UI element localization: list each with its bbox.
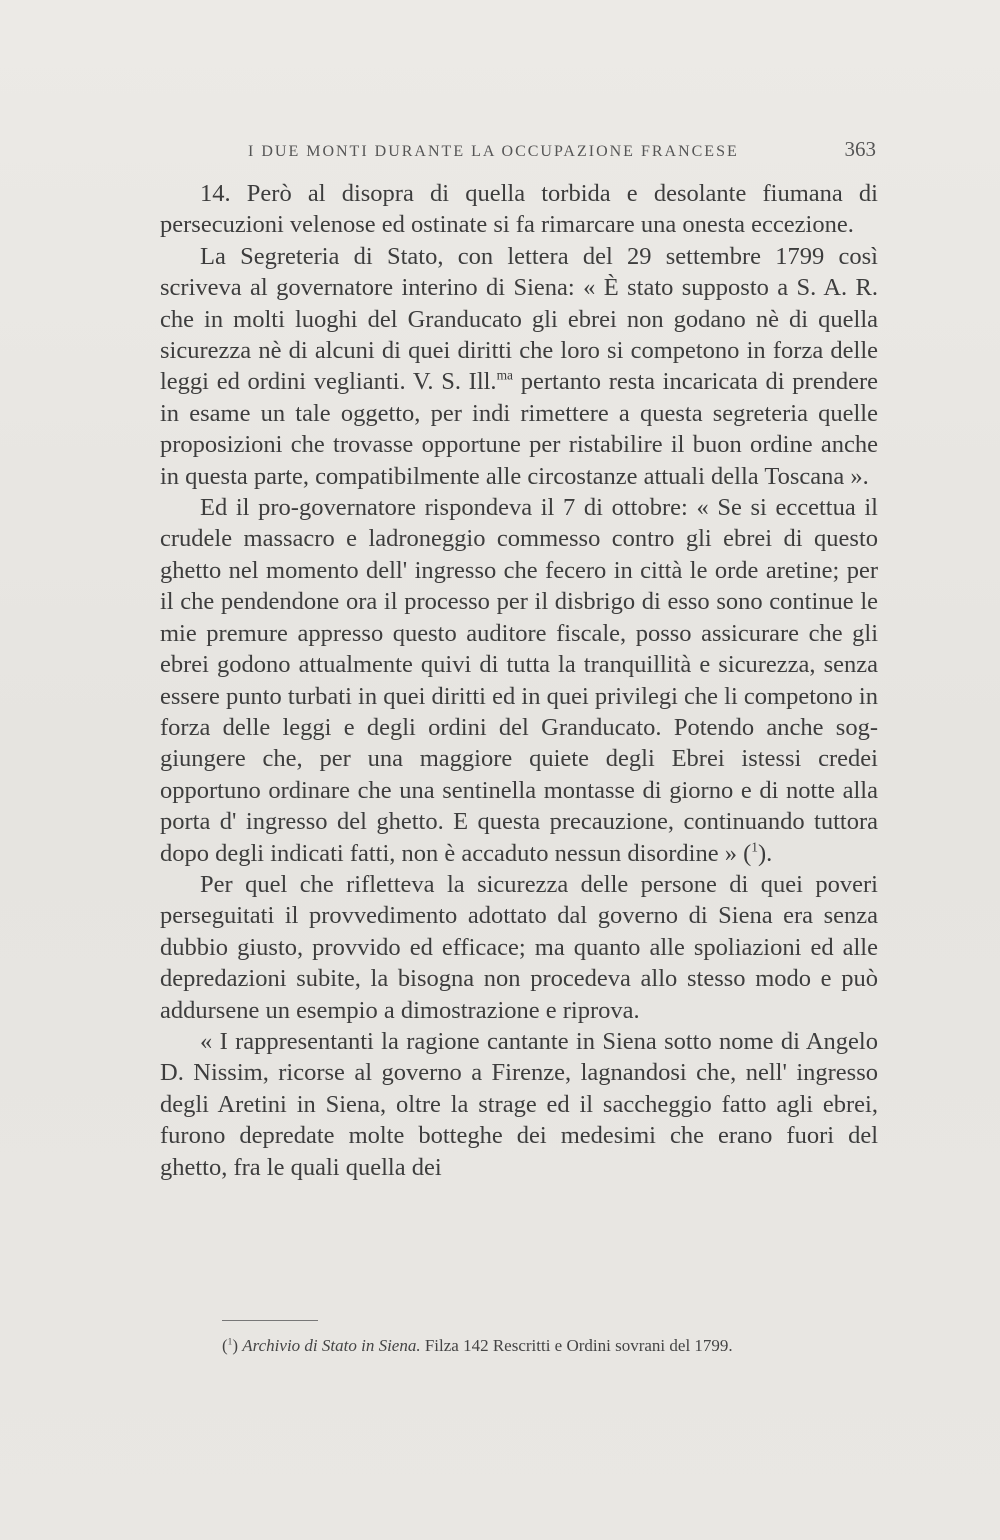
paragraph-rappresentanti: « I rappresentanti la ragione cantante in Siena sotto nome di Angelo D. Nissim, ricorse al governo a Firenze, lagnandosi che, nell' ingresso degli Aretini in Siena, oltre la strage ed il saccheggio fatto agli ebrei, furono depredate molte botteghe dei medesimi che erano fuori del ghetto, fra le quali quella dei [160, 1027, 878, 1181]
body-text [160, 178, 878, 1183]
superscript-ma: ma [496, 368, 514, 384]
page-number: 363 [844, 137, 876, 161]
paragraph-sicurezza: Per quel che rifletteva la sicurezza delle persone di quei poveri perseguitati il provvedimento adottato dal governo di Siena era senza dubbio giusto, provvido ed efficace; ma quanto alle spoliazioni ed alle depredazioni subite, la bisogna non procedeva allo stesso modo e può addursene un esempio a dimostrazione e riprova. [160, 870, 878, 1024]
footnote-marker: ($^1$) [222, 1336, 239, 1355]
page-header [160, 137, 876, 167]
footnote-source: Archivio di Stato in Siena. [242, 1336, 421, 1355]
running-head: I DUE MONTI DURANTE LA OCCUPAZIONE FRANCESE [248, 143, 739, 160]
footnote-text: Filza 142 Rescritti e Ordini sovrani del 1799. [424, 1336, 733, 1355]
footnote [222, 1336, 882, 1356]
footnote-marker-number: 1 [227, 1337, 233, 1348]
paragraph-14: 14. Però al disopra di quella torbida e desolante fiumana di persecuzioni velenose ed ostinate si fa rimarcare una onesta eccezione. [160, 180, 878, 239]
paragraph-segreteria-letter: La Segreteria di Stato, con lettera del 29 settembre 1799 così scriveva al governatore interino di Siena: « È stato supposto a S. A. R. che in molti luoghi del Granducato gli ebrei non godano nè di quella sicurezza nè di alcuni di quei diritti che loro si competono in forza delle leggi ed ordini veglianti. V. S. Ill.$^{ma}$ pertanto resta incaricata di prendere in esame un tale oggetto, per indi rimettere a questa segreteria quelle proposizioni che trovasse opportune per ristabilire il buon ordine anche in questa parte, compatibilmente alle circostanze attuali della Toscana ». [160, 242, 879, 490]
footnote-reference: 1 [751, 839, 758, 855]
paragraph-pro-governatore-reply: Ed il pro-governatore rispondeva il 7 di ottobre: « Se si eccettua il crudele massacro e ladroneggio commesso contro gli ebrei di questo ghetto nel momento dell' ingresso che fecero in città le orde aretine; per il che pendendone ora il processo per il disbrigo di esso sono continue le mie premure appresso questo auditore fiscale, posso assicurare che gli ebrei godono attualmente quivi di tutta la tranquillità e sicurezza, senza essere punto turbati in quei diritti ed in quei privilegi che li competono in forza delle leggi e degli ordini del Granducato. Potendo anche soggiungere che, per una maggiore quiete degli Ebrei istessi credei opportuno ordinare che una sentinella montasse di giorno e di notte alla porta d' ingresso del ghetto. E questa precauzione, continuando tuttora dopo degli indicati fatti, non è accaduto nessun disordine » ($^1$). [160, 494, 878, 867]
footnote-divider [222, 1320, 318, 1321]
